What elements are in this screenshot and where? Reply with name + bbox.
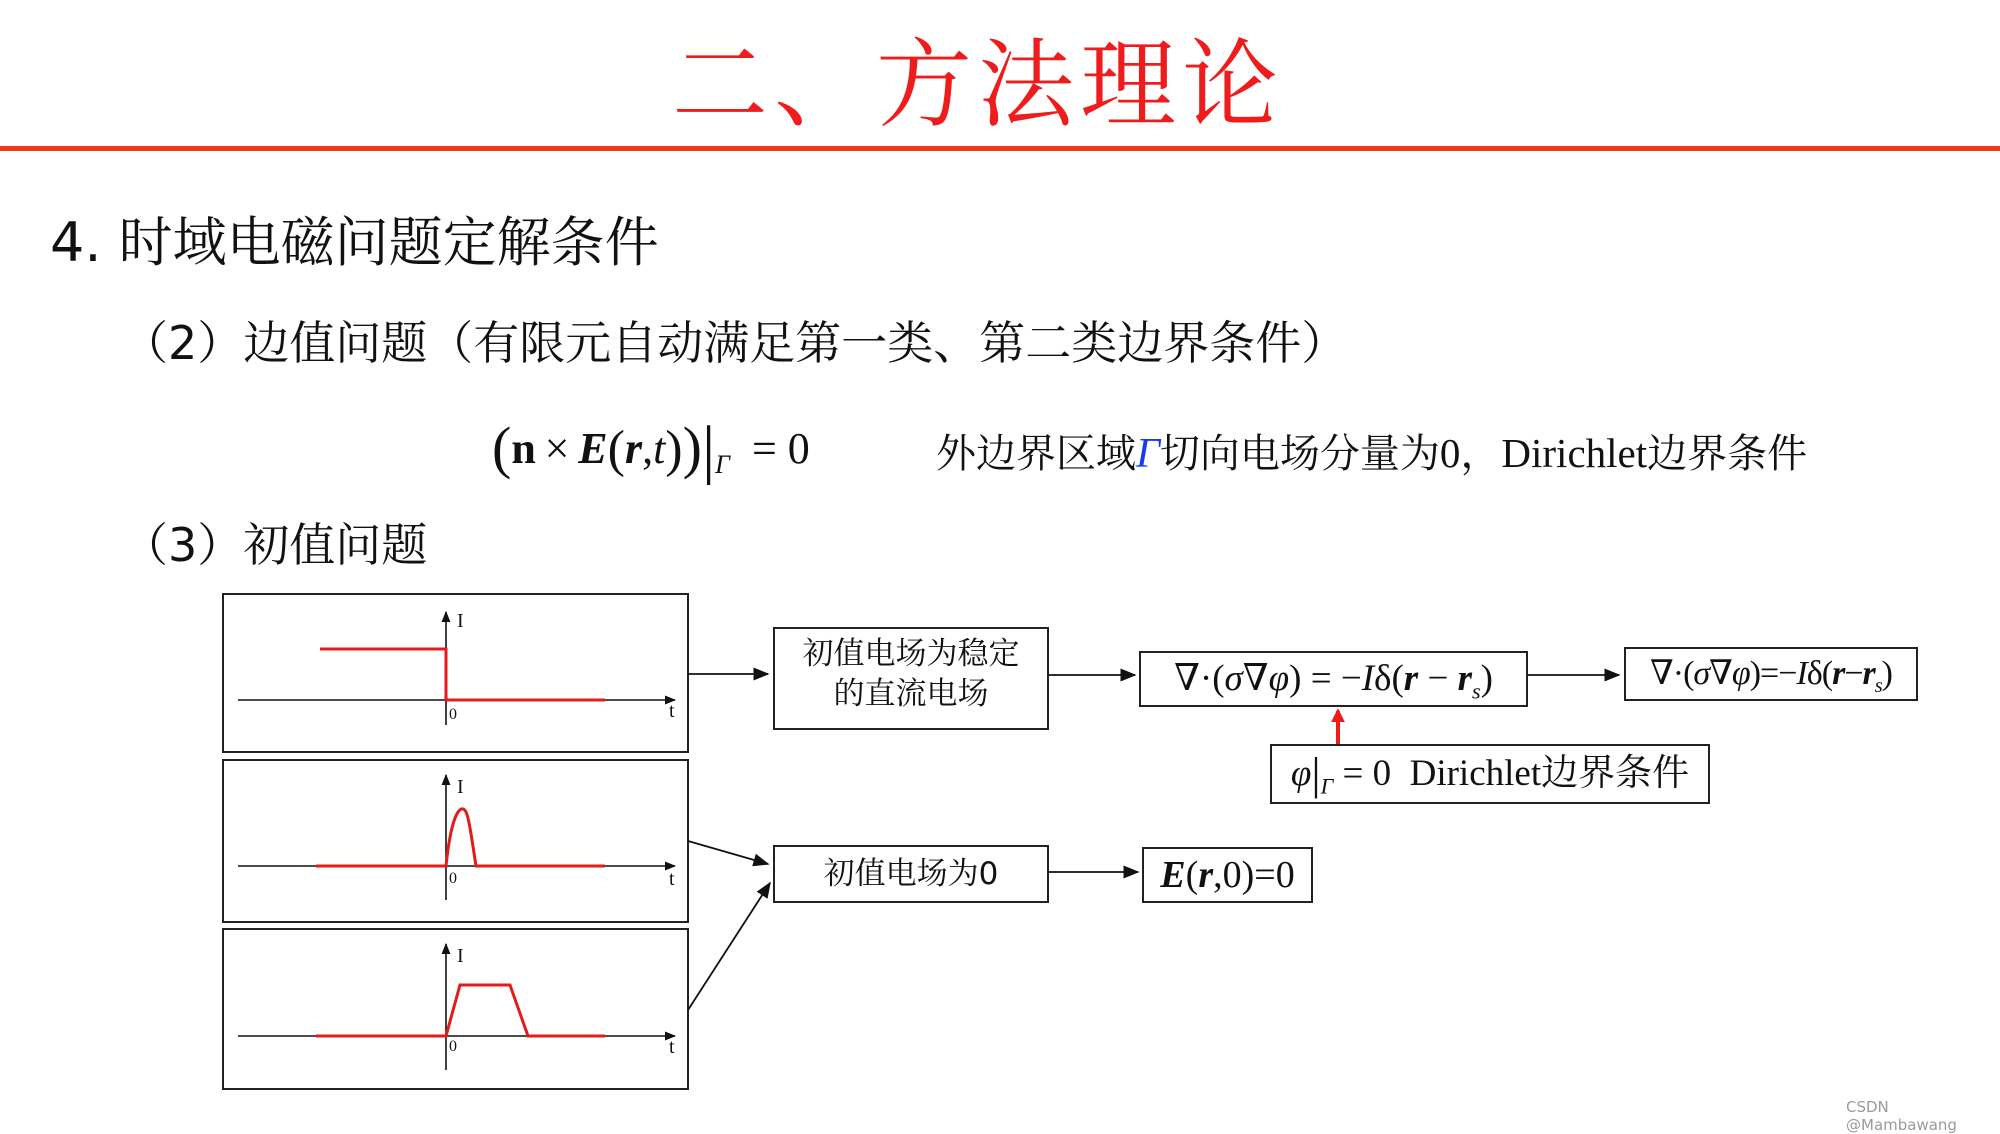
- panel2-x-label: t: [669, 868, 675, 890]
- watermark: CSDN @Mambawang: [1846, 1098, 1957, 1134]
- initial-problem-label: （3）初值问题: [122, 518, 428, 572]
- boundary-desc-suffix: 边界条件: [1647, 431, 1808, 477]
- panel3-x-label: t: [669, 1036, 675, 1058]
- dirichlet-box-label: Dirichlet边界条件: [1409, 753, 1690, 794]
- waveform-panel-half-sine: [223, 760, 688, 922]
- arrow-panel2-to-zero: [688, 841, 768, 864]
- panel1-origin-label: 0: [449, 706, 457, 723]
- poisson-equation-result: $\nabla\cdot(\sigma\nabla\varphi)=-I\delta(r-r_s)$: [1624, 647, 1918, 701]
- dc-box-line1: 初值电场为稳定: [802, 636, 1020, 672]
- dc-initial-field-box: [773, 627, 1049, 730]
- boundary-problem-label: （2）边值问题（有限元自动满足第一类、第二类边界条件）: [122, 316, 1348, 370]
- poisson-equation: $\nabla\cdot(\sigma\nabla\varphi) = -I\delta(r - r_s)$: [1139, 651, 1528, 707]
- waveform-panel-trapezoid: [223, 929, 688, 1089]
- panel1-y-label: I: [457, 610, 464, 632]
- boundary-desc-mid: 切向电场分量为: [1159, 431, 1440, 477]
- section-heading: 4. 时域电磁问题定解条件: [50, 211, 659, 274]
- panel3-origin-label: 0: [449, 1038, 457, 1055]
- zero-field-equation: E(r,0)=0: [1142, 847, 1313, 903]
- waveform-panel-step-off: [223, 594, 688, 752]
- zero-initial-field-box: 初值电场为0: [773, 845, 1049, 903]
- dc-box-line2: 的直流电场: [833, 676, 989, 712]
- gamma-symbol: Γ: [1136, 431, 1160, 477]
- dirichlet-condition-box: $\varphi|_\Gamma = 0$ Dirichlet边界条件: [1270, 744, 1710, 804]
- boundary-desc-zero: 0，Dirichlet: [1439, 430, 1648, 476]
- panel2-origin-label: 0: [449, 870, 457, 887]
- panel2-y-label: I: [457, 776, 464, 798]
- panel1-x-label: t: [669, 700, 675, 722]
- page-title: 二、方法理论: [672, 29, 1284, 141]
- panel3-y-label: I: [457, 945, 464, 967]
- arrow-panel3-to-zero: [688, 883, 770, 1010]
- boundary-equation: $(n \times E(r,t))|_\Gamma = 0$: [492, 413, 810, 486]
- boundary-desc-prefix: 外边界区域: [936, 431, 1136, 477]
